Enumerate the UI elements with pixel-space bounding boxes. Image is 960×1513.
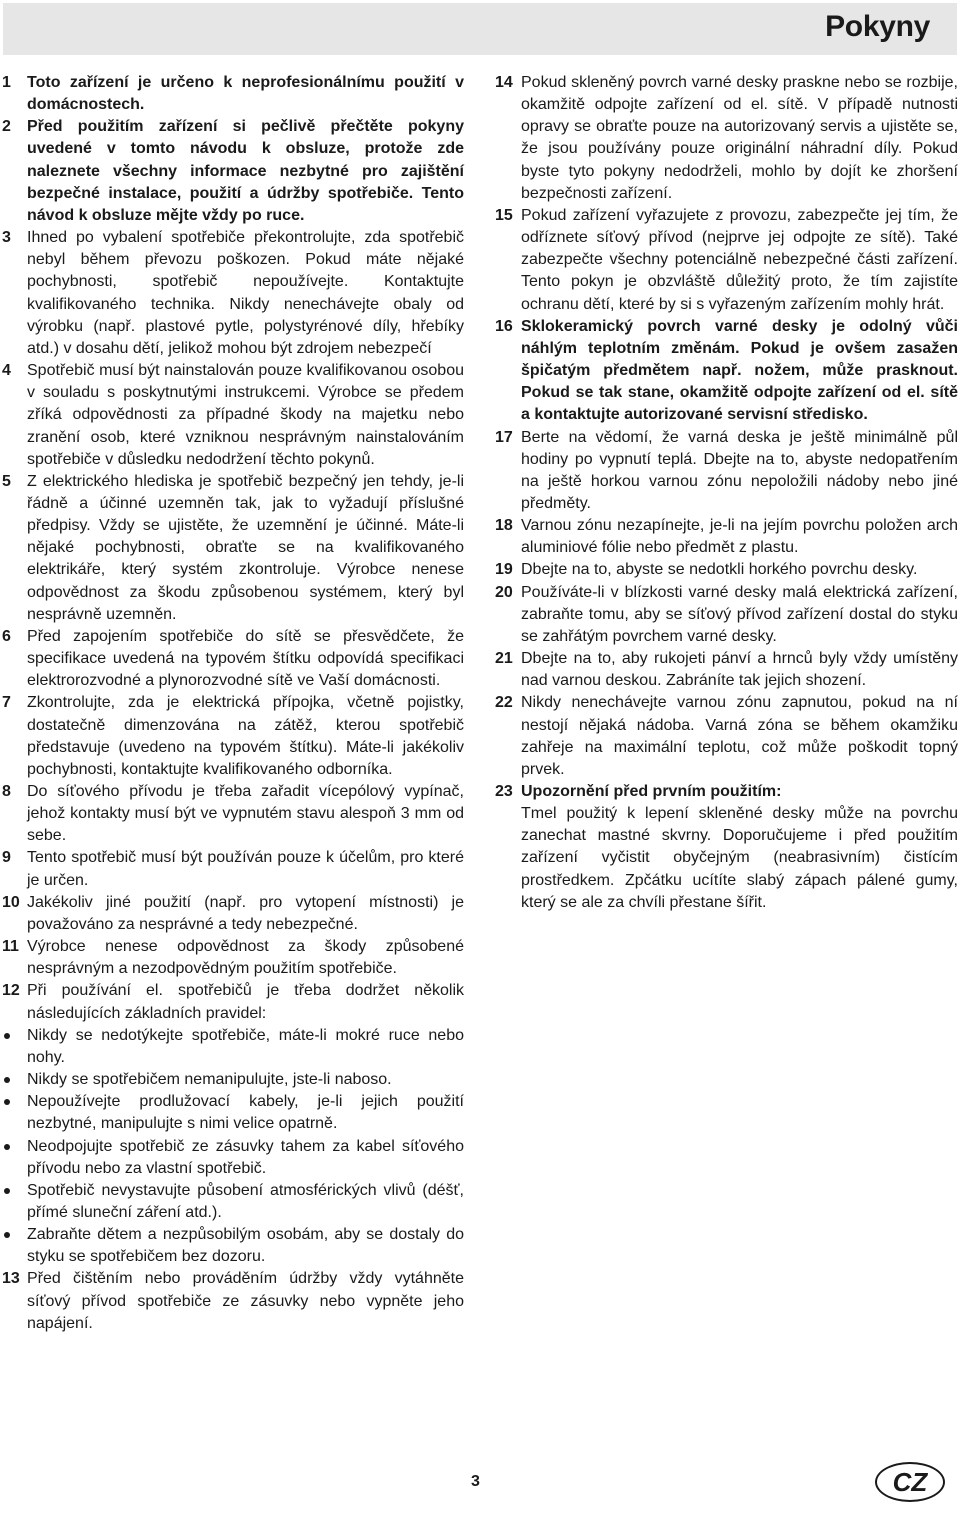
item-number: 2 [2, 118, 11, 136]
item-heading: Upozornění před prvním použitím: [521, 783, 782, 800]
item-text: Jakékoliv jiné použití (např. pro vytopení místnosti) je považováno za nesprávné a tedy nebezpečné. [27, 893, 464, 933]
bullet-item [2, 1091, 464, 1135]
instruction-item-19 [494, 559, 958, 581]
instruction-item-20 [494, 582, 958, 648]
item-text: Při používání el. spotřebičů je třeba dodržet několik následujících základních pravidel: [27, 982, 464, 1022]
item-number: 21 [495, 650, 513, 668]
item-text: Pokud zařízení vyřazujete z provozu, zabezpečte jej tím, že odříznete síťový přívod (nejprve jej odpojte ze sítě). Také zabezpečte všechny potenciálně nebezpečné části zařízení. Tento pokyn je obzvláště důležitý proto, že tím zajistíte ochranu dětí, které by si s vyřazeným zařízením mohly hrát. [521, 206, 958, 313]
item-number: 5 [2, 472, 11, 490]
item-text: Do síťového přívodu je třeba zařadit vícepólový vypínač, jehož kontakty musí být ve vypnutém stavu alespoň 3 mm od sebe. [27, 783, 464, 845]
item-text: Z elektrického hlediska je spotřebič bezpečný jen tehdy, je-li řádně a účinné uzemněn tak, jak to vyžadují příslušné předpisy. Vždy se ujistěte, že uzemnění je účinné. Máte-li nějaké pochybnosti, obraťte se na kvalifikovaného elektrikáře, který systém zkontroluje. Výrobce nenese odpovědnost za škodu způsobenou systémem, který byl nesprávně uzemněn. [27, 472, 464, 623]
instruction-item-4 [2, 360, 464, 471]
instruction-item-6 [2, 626, 464, 692]
item-number: 7 [2, 694, 11, 712]
item-number: 22 [495, 694, 513, 712]
instruction-item-17 [494, 427, 958, 516]
bullet-text: Nepoužívejte prodlužovací kabely, je-li jejich použití nezbytné, manipulujte s nimi velice opatrně. [27, 1093, 464, 1133]
page-title: Pokyny [825, 10, 930, 43]
bullet-dot-icon [4, 1232, 10, 1238]
instruction-item-23 [494, 781, 958, 914]
instruction-item-9 [2, 847, 464, 891]
item-number: 19 [495, 561, 513, 579]
instruction-item-3 [2, 227, 464, 360]
bullet-item [2, 1025, 464, 1069]
item-number: 8 [2, 783, 11, 800]
left-column [2, 72, 464, 1335]
item-number: 1 [2, 74, 11, 91]
item-number: 12 [2, 982, 20, 1000]
item-number: 13 [2, 1270, 20, 1288]
instruction-item-12 [2, 980, 464, 1024]
country-badge [875, 1462, 945, 1502]
item-number: 20 [495, 583, 513, 601]
item-number: 23 [495, 783, 513, 800]
right-column [494, 72, 958, 914]
instruction-item-10 [2, 892, 464, 936]
item-text: Pokud skleněný povrch varné desky praskne nebo se rozbije, okamžitě odpojte zařízení od el. sítě. V případě nutnosti opravy se obraťte pouze na autorizovaný servis a ujistěte se, že jsou používány pouze originální náhradní díly. Pokud byste tyto pokyny nedodrželi, mohlo by dojít ke zhoršení bezpečnosti zařízení. [521, 74, 958, 202]
header-band [3, 3, 957, 55]
item-number: 11 [2, 938, 19, 956]
item-number: 18 [495, 517, 513, 535]
item-text: Varnou zónu nezapínejte, je-li na jejím povrchu položen arch aluminiové fólie nebo předmět z plastu. [521, 517, 958, 557]
item-number: 16 [495, 317, 513, 335]
country-code: CZ [892, 1466, 928, 1497]
bullet-item [2, 1136, 464, 1180]
instruction-item-14 [494, 72, 958, 205]
bullet-item [2, 1224, 464, 1268]
page-number: 3 [471, 1473, 480, 1490]
item-text: Dbejte na to, abyste se nedotkli horkého povrchu desky. [521, 561, 918, 579]
bullet-item [2, 1069, 464, 1091]
item-text: Výrobce nenese odpovědnost za škody způsobené nesprávným a nezodpovědným použitím spotřebiče. [27, 938, 464, 978]
item-number: 15 [495, 206, 513, 224]
item-text: Berte na vědomí, že varná deska je ještě minimálně půl hodiny po vypnutí teplá. Dbejte na to, abyste nedopatřením na ještě horkou varnou zónu nepoložili nádoby nebo jiné předměty. [521, 428, 958, 512]
bullet-text: Neodpojujte spotřebič ze zásuvky tahem za kabel síťového přívodu nebo za vlastní spotřebič. [27, 1137, 464, 1177]
item-text: Sklokeramický povrch varné desky je odolný vůči náhlým teplotním změnám. Pokud je ovšem zasažen špičatým předmětem např. nožem, může prasknout. Pokud se tak stane, okamžitě odpojte zařízení od el. sítě a kontaktujte autorizované servisní středisko. [521, 317, 958, 424]
bullet-item [2, 1180, 464, 1224]
item-number: 6 [2, 627, 11, 645]
instruction-item-2 [2, 116, 464, 227]
bullet-dot-icon [4, 1099, 10, 1105]
item-text: Dbejte na to, aby rukojeti pánví a hrnců byly vždy umístěny nad varnou deskou. Zabráníte tak jejich shození. [521, 650, 958, 690]
item-text: Zkontrolujte, zda je elektrická přípojka, včetně pojistky, dostatečně dimenzována na zátěž, kterou spotřebič představuje (uvedeno na typovém štítku). Máte-li jakékoliv pochybnosti, kontaktujte kvalifikovaného odborníka. [27, 694, 464, 778]
bullet-dot-icon [4, 1188, 10, 1194]
instruction-item-18 [494, 515, 958, 559]
bullet-text: Nikdy se nedotýkejte spotřebiče, máte-li mokré ruce nebo nohy. [27, 1026, 464, 1066]
item-text: Před použitím zařízení si pečlivě přečtěte pokyny uvedené v tomto návodu k obsluze, protože zde naleznete všechny informace nezbytné pro zajištění bezpečné instalace, použití a údržby spotřebiče. Tento návod k obsluze mějte vždy po ruce. [27, 118, 464, 224]
item-text: Nikdy nenechávejte varnou zónu zapnutou, pokud na ní nestojí nějaká nádoba. Varná zóna se během okamžiku zahřeje na maximální teplotu, což může poškodit topný prvek. [521, 694, 958, 778]
item-number: 9 [2, 849, 11, 867]
item-text: Toto zařízení je určeno k neprofesionálnímu použití v domácnostech. [27, 74, 464, 114]
item-text: Tmel použitý k lepení skleněné desky může na povrchu zanechat mastné skvrny. Doporučujeme i před použitím zařízení vyčistit obyčejným (neabrasivním) čistícím prostředkem. Zpčátku ucítíte slabý zápach pálené gumy, který se ale za chvíli přestane šířit. [521, 805, 958, 911]
item-number: 3 [2, 229, 11, 247]
instruction-item-7 [2, 692, 464, 781]
instruction-item-22 [494, 692, 958, 781]
item-number: 14 [495, 74, 513, 91]
instruction-item-15 [494, 205, 958, 316]
bullet-dot-icon [4, 1077, 10, 1083]
instruction-item-5 [2, 471, 464, 626]
item-text: Spotřebič musí být nainstalován pouze kvalifikovanou osobou v souladu s poskytnutými instrukcemi. Výrobce se předem zříká odpovědnosti za případné škody na majetku nebo zranění osob, které vzniknou nesprávným nainstalováním spotřebiče v důsledku nedodržení těchto pokynů. [27, 362, 464, 468]
instruction-item-21 [494, 648, 958, 692]
instruction-item-13 [2, 1268, 464, 1334]
instruction-item-1 [2, 72, 464, 116]
bullet-dot-icon [4, 1033, 10, 1039]
item-text: Tento spotřebič musí být používán pouze k účelům, pro které je určen. [27, 849, 464, 889]
item-text: Před zapojením spotřebiče do sítě se přesvědčete, že specifikace uvedená na typovém štítku odpovídá specifikaci elektrorozvodné a plynorozvodné sítě ve Vaší domácnosti. [27, 627, 464, 690]
item-text: Používáte-li v blízkosti varné desky malá elektrická zařízení, zabraňte tomu, aby se síťový přívod zařízení dostal do styku se zahřátým povrchem varné desky. [521, 583, 958, 645]
bullet-text: Nikdy se spotřebičem nemanipulujte, jste-li naboso. [27, 1071, 392, 1089]
item-number: 10 [2, 893, 20, 911]
bullet-text: Spotřebič nevystavujte působení atmosférických vlivů (déšť, přímé sluneční záření atd.). [27, 1181, 464, 1221]
instruction-item-8 [2, 781, 464, 847]
instruction-item-16 [494, 316, 958, 427]
bullet-dot-icon [4, 1144, 10, 1150]
bullet-text: Zabraňte dětem a nezpůsobilým osobám, aby se dostaly do styku se spotřebičem bez dozoru. [27, 1226, 464, 1266]
item-number: 17 [495, 428, 513, 446]
item-number: 4 [2, 362, 11, 380]
item-text: Před čištěním nebo prováděním údržby vždy vytáhněte síťový přívod spotřebiče ze zásuvky nebo vypněte jeho napájení. [27, 1270, 464, 1332]
item-text: Ihned po vybalení spotřebiče překontrolujte, zda spotřebič nebyl během převozu poškozen. Pokud máte nějaké pochybnosti, spotřebič nepoužívejte. Kontaktujte kvalifikovaného technika. Nikdy nenechávejte obaly od výrobku (např. plastové pytle, polystyrénové díly, hřebíky atd.) v dosahu dětí, jelikož mohou být zdrojem nebezpečí [27, 229, 464, 357]
instruction-item-11 [2, 936, 464, 980]
